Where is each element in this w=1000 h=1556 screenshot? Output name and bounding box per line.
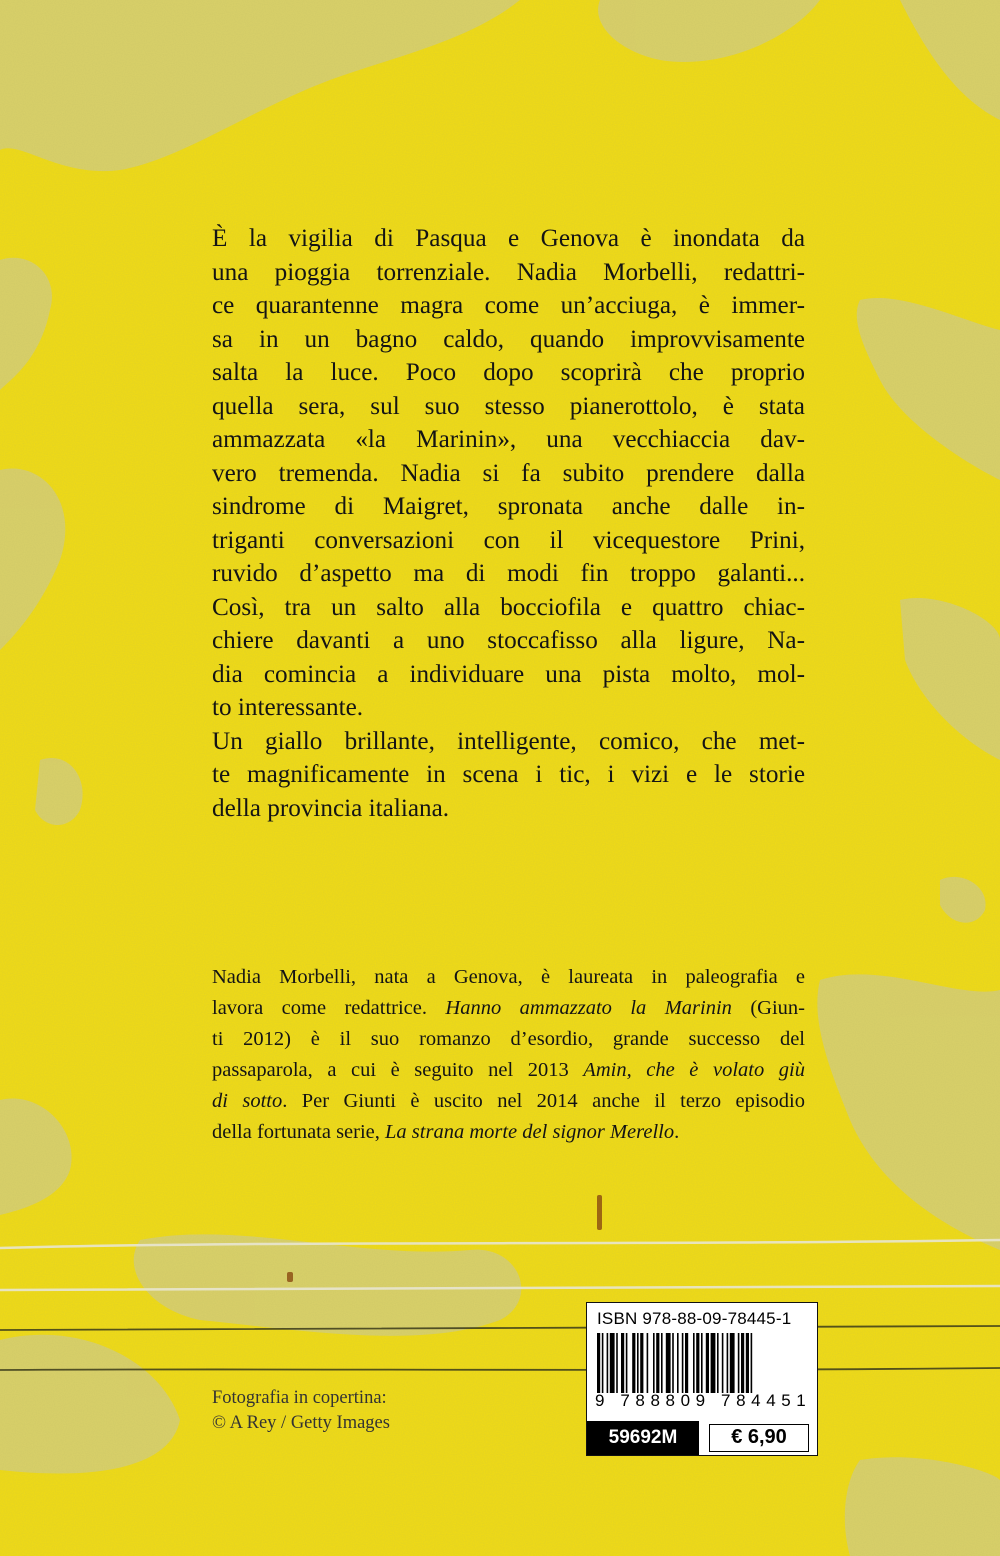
book-title: La strana morte del signor Merello — [385, 1121, 675, 1143]
barcode-bar — [666, 1333, 671, 1393]
barcode-bar — [730, 1333, 735, 1393]
barcode-box — [586, 1302, 818, 1456]
barcode-bar — [741, 1333, 744, 1393]
bio-line — [212, 1117, 805, 1148]
bio-text: ti 2012) è il suo romanzo d’esordio, grande successo del — [212, 1028, 805, 1050]
blurb-line: vero tremenda. Nadia si fa subito prendere dalla — [212, 459, 805, 487]
barcode-bar — [607, 1333, 609, 1393]
barcode-bar — [647, 1333, 649, 1393]
blurb-line: una pioggia torrenziale. Nadia Morbelli, redattri- — [212, 258, 805, 286]
barcode-bar — [717, 1333, 719, 1393]
blurb-line: sa in un bagno caldo, quando improvvisamente — [212, 325, 805, 353]
barcode-bar — [682, 1333, 684, 1393]
photo-credit — [212, 1386, 492, 1436]
barcode-bar — [661, 1333, 663, 1393]
blurb-line: triganti conversazioni con il vicequestore Prini, — [212, 526, 805, 554]
barcode-bar — [626, 1333, 628, 1393]
barcode-bar — [701, 1333, 703, 1393]
barcode-digits: 9 788809 784451 — [595, 1391, 812, 1410]
barcode-bars — [597, 1333, 807, 1393]
bio-text: lavora come redattrice. — [212, 997, 446, 1019]
barcode-bar — [677, 1333, 679, 1393]
blurb-line: te magnificamente in scena i tic, i vizi e le storie — [212, 761, 805, 788]
barcode-bar — [637, 1333, 639, 1393]
barcode-bar — [640, 1333, 643, 1393]
barcode-bar — [738, 1333, 740, 1393]
photo-credit-source: © A Rey / Getty Images — [212, 1413, 390, 1433]
barcode-bar — [672, 1333, 674, 1393]
book-title: Hanno ammazzato la Marinin — [445, 997, 732, 1019]
barcode-bar — [751, 1333, 753, 1393]
book-title: di sotto — [212, 1090, 283, 1112]
barcode-bar — [653, 1333, 655, 1393]
barcode-bar — [706, 1333, 709, 1393]
bio-text: (Giun- — [731, 997, 806, 1019]
barcode-bar — [621, 1333, 624, 1393]
barcode-bar — [616, 1333, 618, 1393]
barcode-bar — [656, 1333, 659, 1393]
bio-text: . — [674, 1121, 680, 1143]
barcode-bar — [711, 1333, 716, 1393]
blurb-line: Un giallo brillante, intelligente, comico, che met- — [212, 727, 805, 755]
photo-credit-label: Fotografia in copertina: — [212, 1388, 387, 1408]
blurb-line: quella sera, sul suo stesso pianerottolo, è stata — [212, 392, 805, 420]
bio-text: passaparola, a cui è seguito nel 2013 — [212, 1059, 584, 1081]
bio-text: della fortunata serie, — [212, 1121, 386, 1143]
barcode-bar — [722, 1333, 724, 1393]
barcode-bar — [610, 1333, 615, 1393]
product-code: 59692M — [587, 1421, 699, 1455]
blurb-line: ruvido d’aspetto ma di modi fin troppo galanti... — [212, 560, 805, 587]
barcode-bar — [727, 1333, 729, 1393]
blurb-line: to interessante. — [212, 694, 364, 721]
bio-text: Nadia Morbelli, nata a Genova, è laureata in paleografia e — [212, 966, 805, 988]
barcode-bar — [696, 1333, 699, 1393]
barcode-bar — [632, 1333, 635, 1393]
barcode-bar — [746, 1333, 749, 1393]
bio-line — [212, 993, 805, 1024]
blurb-line: chiere davanti a uno stoccafisso alla ligure, Na- — [212, 627, 805, 654]
bio-line — [212, 1024, 805, 1055]
blurb-line: dia comincia a individuare una pista molto, mol- — [212, 660, 805, 688]
barcode-bar — [685, 1333, 688, 1393]
blurb-line: È la vigilia di Pasqua e Genova è inondata da — [212, 225, 805, 252]
barcode-bar — [693, 1333, 695, 1393]
blurb-line: della provincia italiana. — [212, 794, 450, 822]
bio-line — [212, 1086, 805, 1117]
price-tag: € 6,90 — [709, 1424, 809, 1452]
isbn-label: ISBN 978-88-09-78445-1 — [597, 1309, 792, 1328]
back-cover-blurb — [212, 222, 805, 825]
author-bio — [212, 962, 805, 1148]
bio-line — [212, 1055, 805, 1086]
book-title: Amin, che è volato giù — [583, 1059, 805, 1081]
blurb-line: Così, tra un salto alla bocciofila e quattro chiac- — [212, 593, 805, 621]
bio-line — [212, 962, 805, 993]
barcode-bar — [597, 1333, 600, 1393]
blurb-line: ce quarantenne magra come un’acciuga, è immer- — [212, 292, 805, 319]
blurb-line: salta la luce. Poco dopo scoprirà che proprio — [212, 359, 805, 386]
blurb-line: ammazzata «la Marinin», una vecchiaccia dav- — [212, 426, 805, 453]
blurb-line: sindrome di Maigret, spronata anche dalle in- — [212, 493, 805, 520]
barcode-bar — [602, 1333, 604, 1393]
price-row — [587, 1421, 817, 1455]
bio-text: . Per Giunti è uscito nel 2014 anche il terzo episodio — [282, 1090, 805, 1112]
